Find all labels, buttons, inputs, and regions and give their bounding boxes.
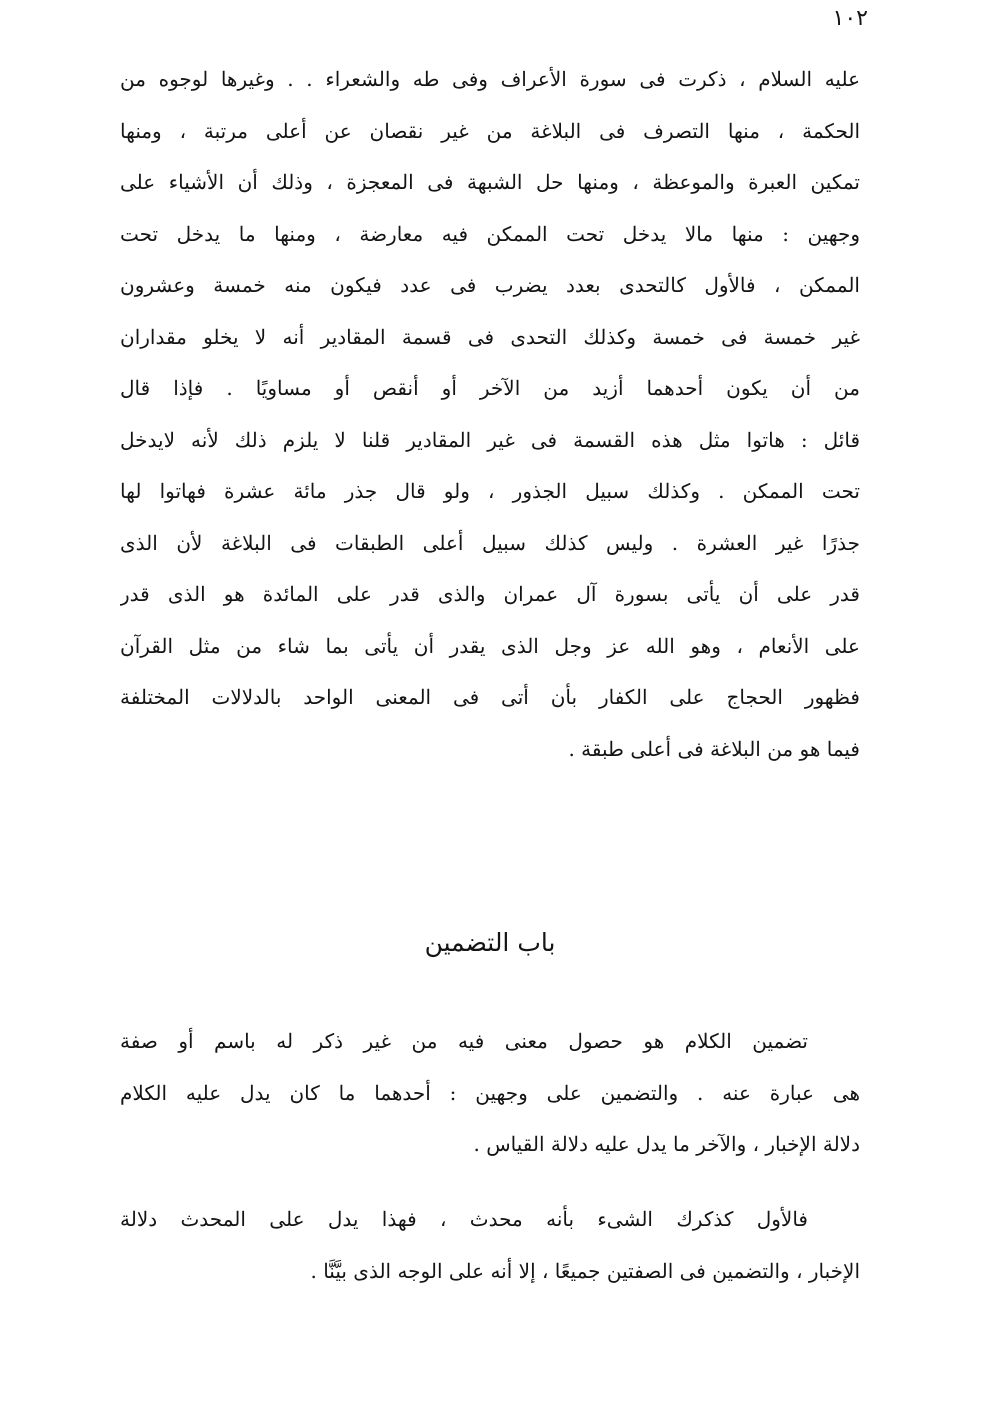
text-line: تمكين العبرة والموعظة ، ومنها حل الشبهة فى المعجزة ، وذلك أن الأشياء على — [120, 170, 860, 194]
text-line: عليه السلام ، ذكرت فى سورة الأعراف وفى طه والشعراء . . وغيرها لوجوه من — [120, 67, 860, 91]
text-line: فالأول كذكرك الشىء بأنه محدث ، فهذا يدل على المحدث دلالة — [120, 1207, 808, 1231]
text-line: تضمين الكلام هو حصول معنى فيه من غير ذكر له باسم أو صفة — [120, 1029, 808, 1053]
text-line: الإخبار ، والتضمين فى الصفتين جميعًا ، إلا أنه على الوجه الذى بيَّنَّا . — [310, 1258, 860, 1283]
text-line: غير خمسة فى خمسة وكذلك التحدى فى قسمة المقادير أنه لا يخلو مقداران — [120, 324, 860, 349]
text-line: من أن يكون أحدهما أزيد من الآخر أو أنقص أو مساويًا . فإذا قال — [120, 376, 860, 400]
text-line: فظهور الحجاج على الكفار بأن أتى فى المعنى الواحد بالدلالات المختلفة — [120, 685, 860, 709]
text-line: قدر على أن يأتى بسورة آل عمران والذى قدر على المائدة هو الذى قدر — [120, 582, 860, 606]
text-line: قائل : هاتوا مثل هذه القسمة فى غير المقادير قلنا لا يلزم ذلك لأنه لايدخل — [120, 427, 860, 452]
text-line: الحكمة ، منها التصرف فى البلاغة من غير نقصان عن أعلى مرتبة ، ومنها — [120, 118, 860, 143]
paragraph-2 — [120, 1016, 860, 1171]
section-heading: باب التضمين — [424, 928, 556, 957]
paragraph-3 — [120, 1194, 860, 1297]
text-line: جذرًا غير العشرة . وليس كذلك سبيل أعلى الطبقات فى البلاغة لأن الذى — [120, 530, 860, 555]
page-number: ١٠٢ — [832, 6, 868, 31]
text-line: على الأنعام ، وهو الله عز وجل الذى يقدر أن يأتى بما شاء من مثل القرآن — [120, 633, 860, 658]
paragraph-1 — [120, 54, 860, 775]
text-line: الممكن ، فالأول كالتحدى بعدد يضرب فى عدد فيكون منه خمسة وعشرون — [120, 273, 860, 297]
text-line: دلالة الإخبار ، والآخر ما يدل عليه دلالة القياس . — [473, 1132, 860, 1156]
text-line: فيما هو من البلاغة فى أعلى طبقة . — [568, 736, 860, 761]
text-line: وجهين : منها مالا يدخل تحت الممكن فيه معارضة ، ومنها ما يدخل تحت — [120, 221, 860, 246]
text-line: تحت الممكن . وكذلك سبيل الجذور ، ولو قال جذر مائة عشرة فهاتوا لها — [120, 479, 860, 503]
text-line: هى عبارة عنه . والتضمين على وجهين : أحدهما ما كان يدل عليه الكلام — [120, 1080, 860, 1105]
